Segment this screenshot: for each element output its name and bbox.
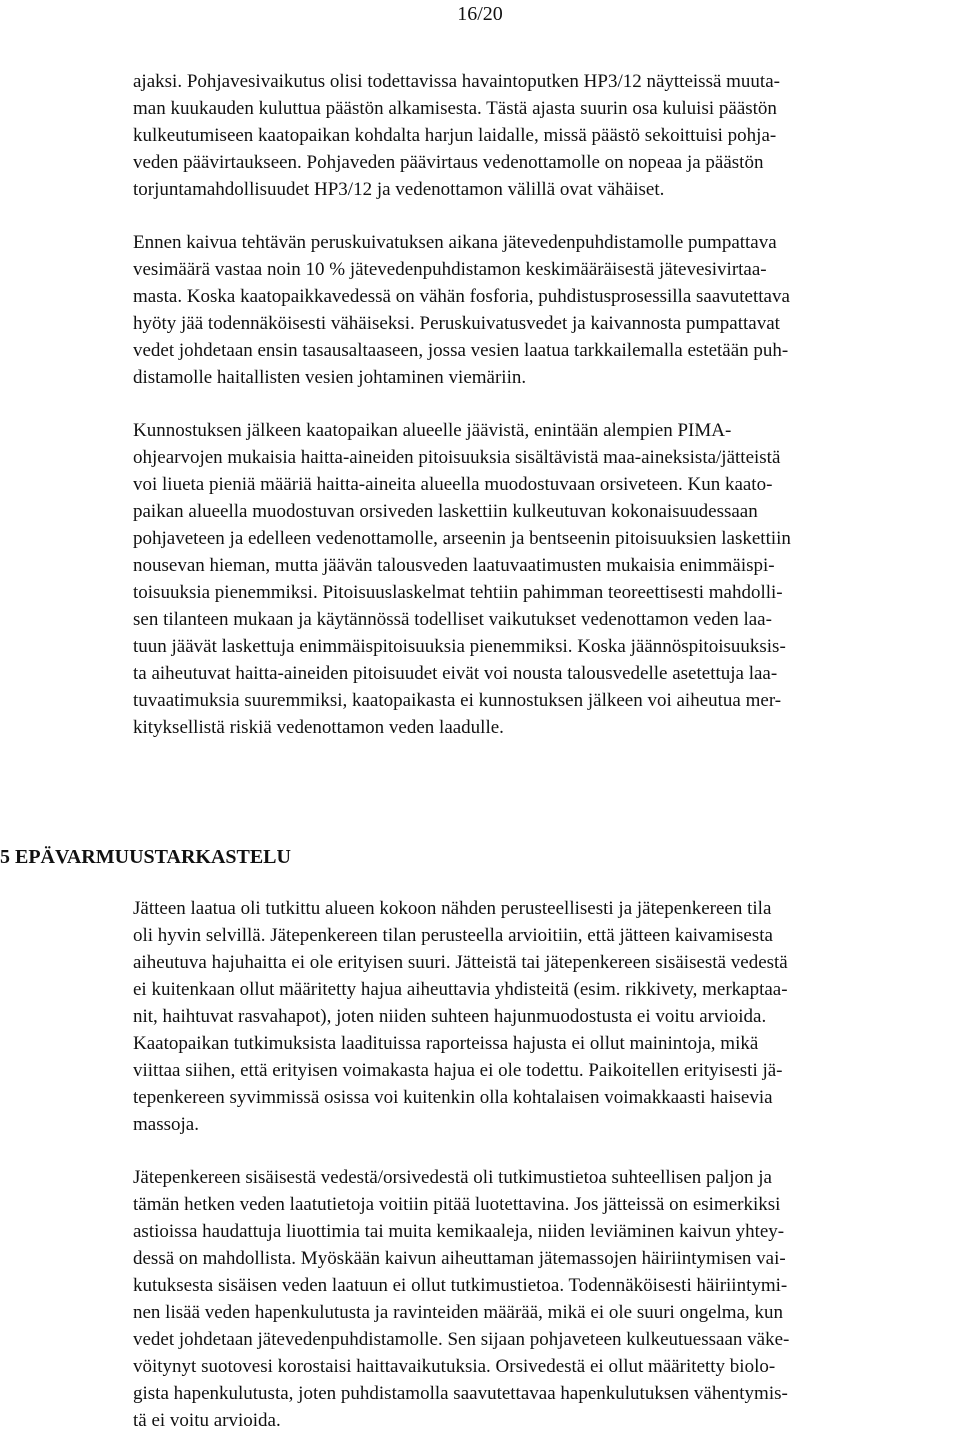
body-text-bottom	[133, 895, 955, 1434]
paragraph: Jätteen laatua oli tutkittu alueen kokoon nähden perusteellisesti ja jätepenkereen tila oli hyvin selvillä. Jätepenkereen tilan perusteella arvioitiin, että jätteen kaivamisesta aiheutuva hajuhaitta ei ole erityisen suuri. Jätteistä tai jätepenkereen sisäisestä vedestä ei kuitenkaan ollut määritetty hajua aiheuttavia yhdisteitä (esim. rikkivety, merkaptaa- nit, haihtuvat rasvahapot), joten niiden suhteen hajunmuodostusta ei voitu arvioida. Kaatopaikan tutkimuksista laadituissa raporteissa hajusta ei ollut mainintoja, mikä viittaa siihen, että erityisen voimakasta hajua ei ole todettu. Paikoitellen erityisesti jä- tepenkereen syvimmissä osissa voi kuitenkin olla kohtalaisen voimakkaasti haisevia massoja.	[133, 898, 788, 1135]
body-text-top	[133, 68, 955, 741]
paragraph: ajaksi. Pohjavesivaikutus olisi todettavissa havaintoputken HP3/12 näytteissä muuta- man kuukauden kuluttua päästön alkamisesta. Tästä ajasta suurin osa kuluisi päästön kulkeutumiseen kaatopaikan kohdalta harjun laidalle, missä päästö sekoittuisi pohja- veden päävirtaukseen. Pohjaveden päävirtaus vedenottamolle on nopeaa ja päästön torjuntamahdollisuudet HP3/12 ja vedenottamon välillä ovat vähäiset.	[133, 71, 780, 200]
section-heading: 5 EPÄVARMUUSTARKASTELU	[0, 846, 291, 868]
paragraph: Jätepenkereen sisäisestä vedestä/orsivedestä oli tutkimustietoa suhteellisen paljon ja tämän hetken veden laatutietoja voitiin pitää luotettavina. Jos jätteissä on esimerkiksi astioissa haudattuja liuottimia tai muita kemikaaleja, niiden leviäminen kaivun yhtey- dessä on mahdollista. Myöskään kaivun aiheuttaman jätemassojen häiriintymisen vai- kutuksesta sisäisen veden laatuun ei ollut tutkimustietoa. Todennäköisesti häiriintymi- nen lisää veden hapenkulutusta ja ravinteiden määrää, mikä ei ole suuri ongelma, kun vedet johdetaan jätevedenpuhdistamolle. Sen sijaan pohjaveteen kulkeutuessaan väke- vöitynyt suotovesi korostaisi haittavaikutuksia. Orsivedestä ei ollut määritetty biolo- gista hapenkulutusta, joten puhdistamolla saavutettavaa hapenkulutuksen vähentymis- tä ei voitu arvioida.	[133, 1167, 790, 1431]
page-number: 16/20	[457, 3, 503, 25]
paragraph: Kunnostuksen jälkeen kaatopaikan alueelle jäävistä, enintään alempien PIMA- ohjearvojen mukaisia haitta-aineiden pitoisuuksia sisältävistä maa-aineksista/jätteistä voi liueta pieniä määriä haitta-aineita alueella muodostuvaan orsiveteen. Kun kaato- paikan alueella muodostuvan orsiveden laskettiin kulkeutuvan kokonaisuudessaan pohjaveteen ja edelleen vedenottamolle, arseenin ja bentseenin pitoisuuksien laskettiin nousevan hieman, mutta jäävän talousveden laatuvaatimusten mukaisia enimmäispi- toisuuksia pienemmiksi. Pitoisuuslaskelmat tehtiin pahimman teoreettisesti mahdolli- sen tilanteen mukaan ja käytännössä todelliset vaikutukset vedenottamon veden laa- tuun jäävät laskettuja enimmäispitoisuuksia pienemmiksi. Koska jäännöspitoisuuksis- ta aiheutuvat haitta-aineiden pitoisuudet eivät voi nousta talousvedelle asetettuja laa- tuvaatimuksia suuremmiksi, kaatopaikasta ei kunnostuksen jälkeen voi aiheutua mer- kityksellistä riskiä vedenottamon veden laadulle.	[133, 420, 791, 738]
paragraph: Ennen kaivua tehtävän peruskuivatuksen aikana jätevedenpuhdistamolle pumpattava vesimäärä vastaa noin 10 % jätevedenpuhdistamon keskimääräisestä jätevesivirtaa- masta. Koska kaatopaikkavedessä on vähän fosforia, puhdistusprosessilla saavutettava hyöty jää todennäköisesti vähäiseksi. Peruskuivatusvedet ja kaivannosta pumpattavat vedet johdetaan ensin tasausaltaaseen, jossa vesien laatua tarkkailemalla estetään puh- distamolle haitallisten vesien johtaminen viemäriin.	[133, 232, 790, 388]
